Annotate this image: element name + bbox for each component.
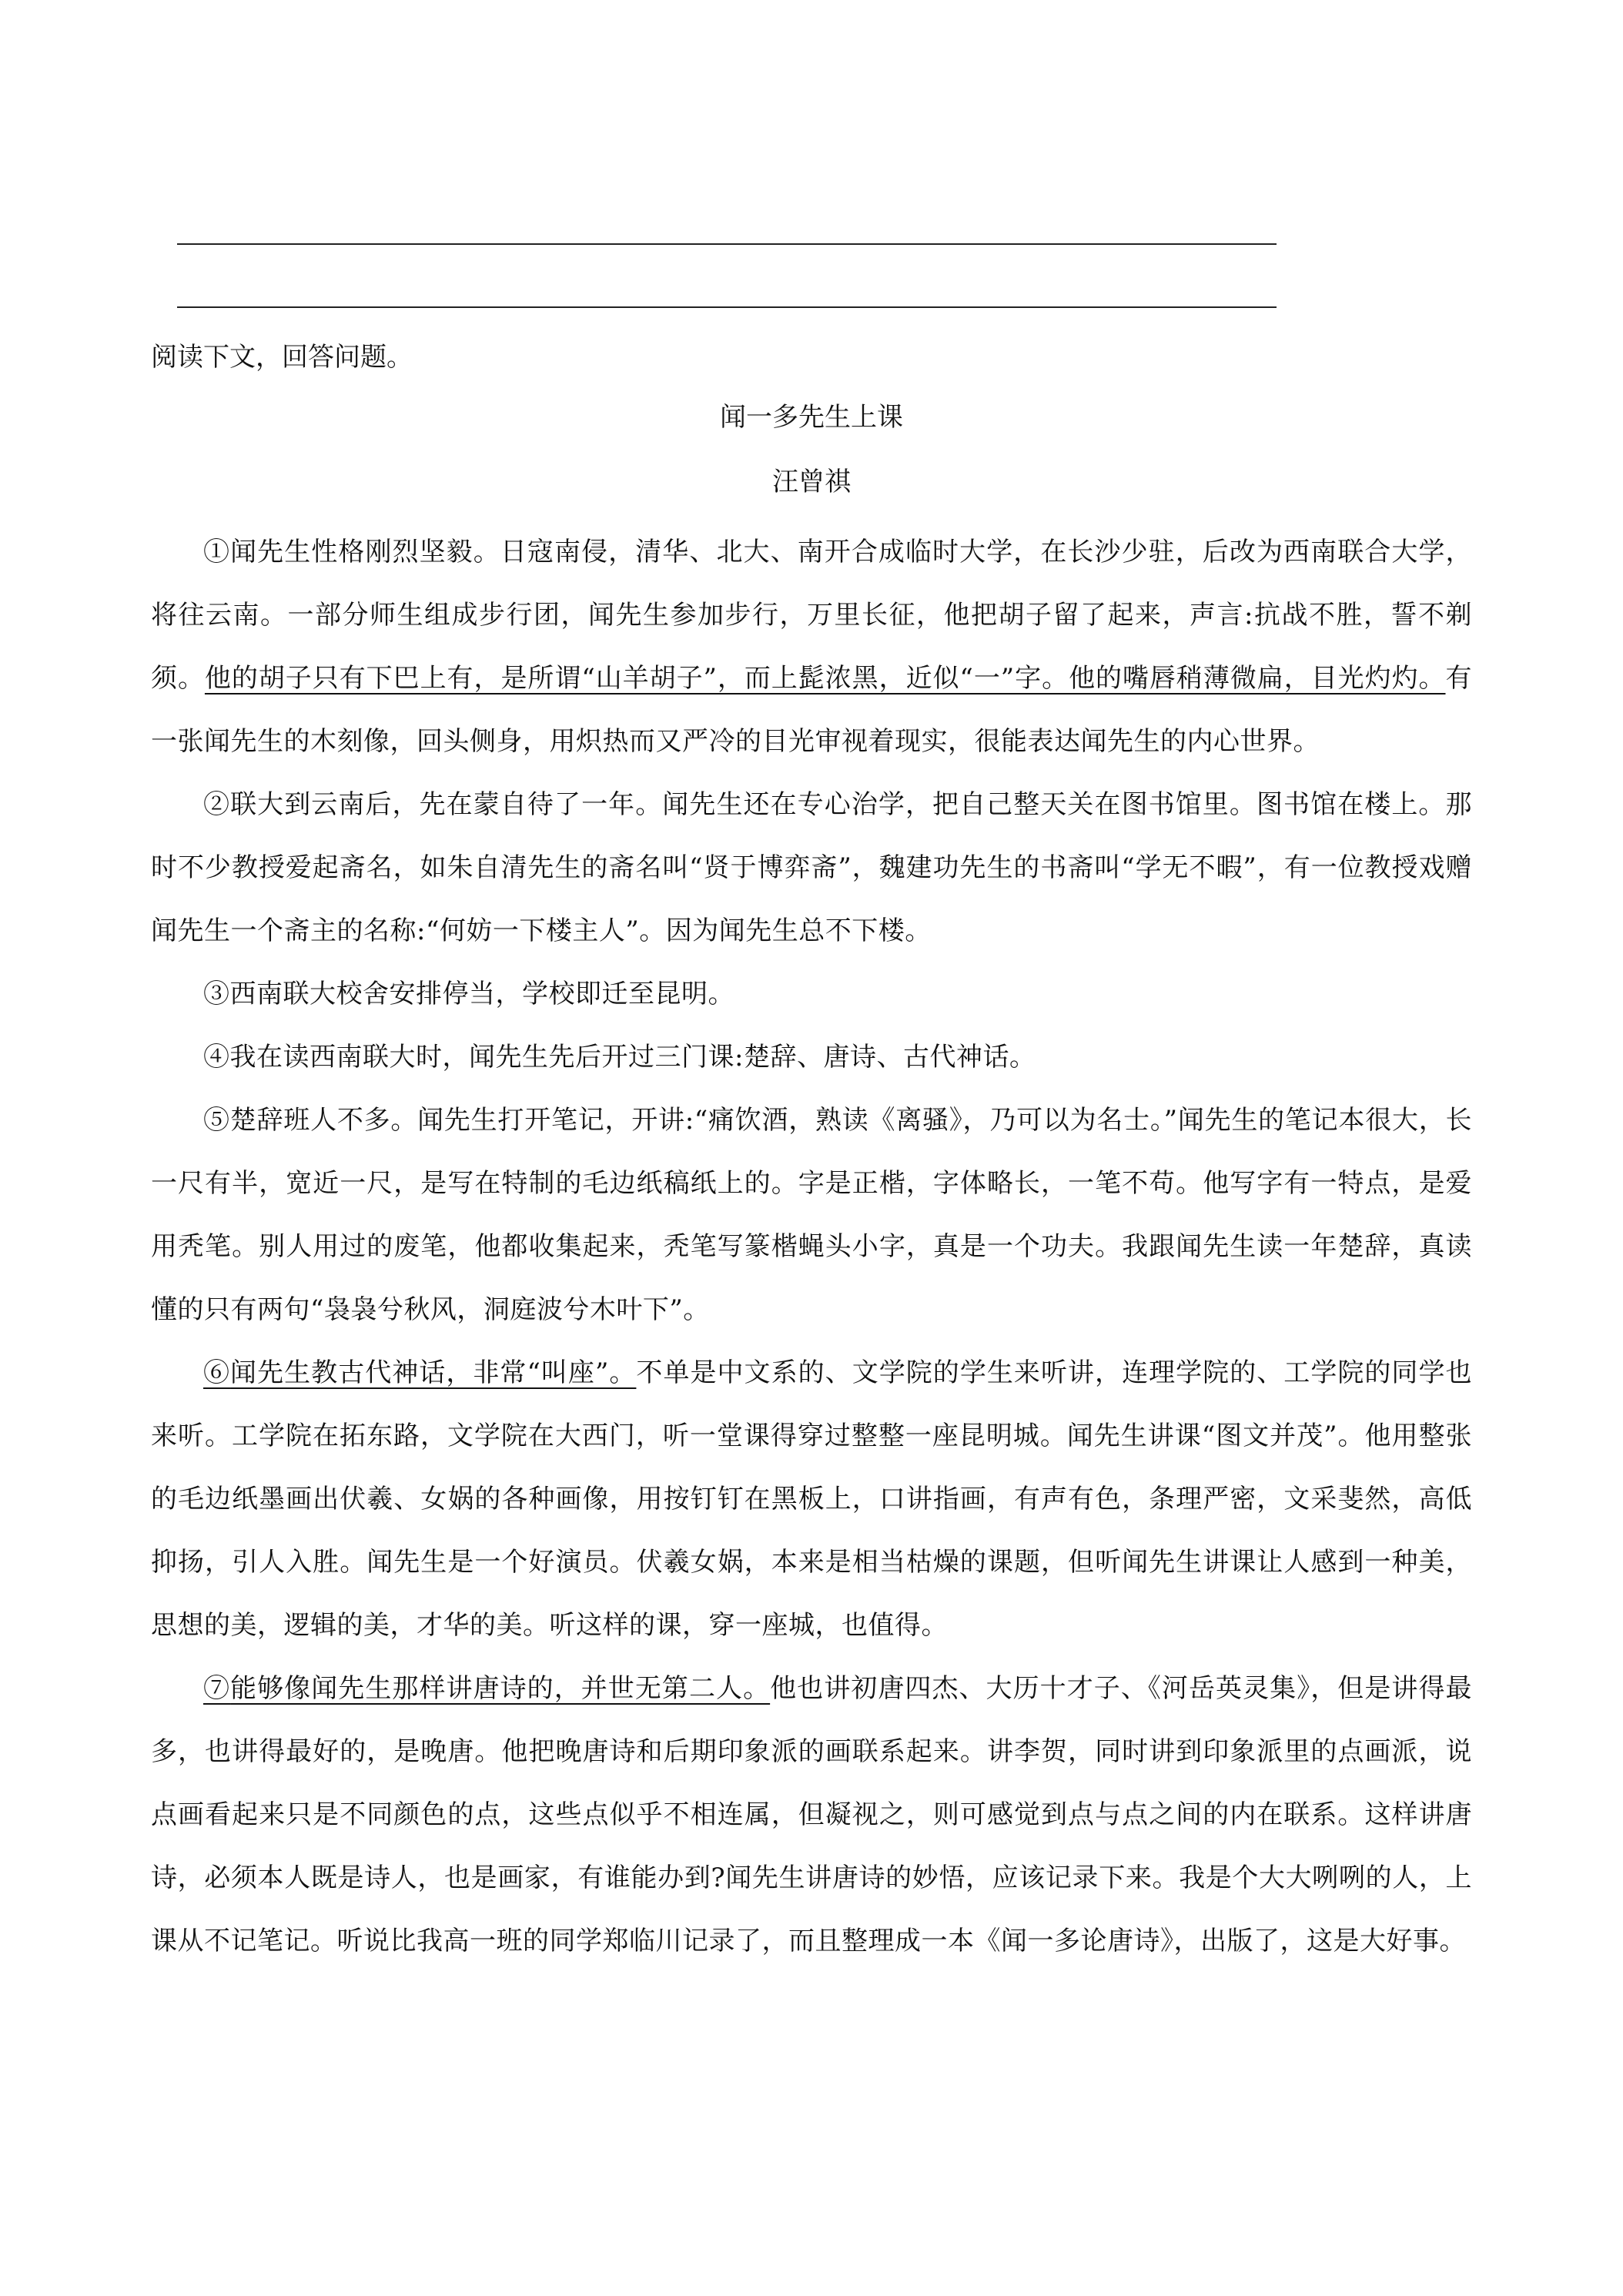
underlined-sentence-6: ⑥闻先生教古代神话，非常“叫座”。 (203, 1357, 637, 1388)
paragraph-4: ④我在读西南联大时，闻先生先后开过三门课:楚辞、唐诗、古代神话。 (203, 1042, 1036, 1073)
answer-line-1 (177, 243, 1277, 245)
answer-line-2 (177, 306, 1277, 308)
paragraph-3: ③西南联大校舍安排停当，学校即迁至昆明。 (203, 979, 735, 1009)
underlined-sentence-1: 他的胡子只有下巴上有，是所谓“山羊胡子”，而上髭浓黑，近似“一”字。他的嘴唇稍薄微扁，目光灼灼。 (204, 663, 1446, 694)
paragraph-1: ①闻先生性格刚烈坚毅。日寇南侵，清华、北大、南开合成临时大学，在长沙少驻，后改为西南联合大学，将往云南。一部分师生组成步行团，闻先生参加步行，万里长征，他把胡子留了起来，声言:抗战不胜，誓不剃须。他的胡子只有下巴上有，是所谓“山羊胡子”，而上髭浓黑，近似“一”字。他的嘴唇稍薄微扁，目光灼灼。有一张闻先生的木刻像，回头侧身，用炽热而又严冷的目光审视着现实，很能表达闻先生的内心世界。 (151, 537, 1472, 757)
paragraph-2: ②联大到云南后，先在蒙自待了一年。闻先生还在专心治学，把自己整天关在图书馆里。图书馆在楼上。那时不少教授爱起斋名，如朱自清先生的斋名叫“贤于博弈斋”，魏建功先生的书斋叫“学无不暇”，有一位教授戏赠闻先生一个斋主的名称:“何妨一下楼主人”。因为闻先生总不下楼。 (151, 789, 1472, 946)
paragraph-5: ⑤楚辞班人不多。闻先生打开笔记，开讲:“痛饮酒，熟读《离骚》，乃可以为名士。”闻先生的笔记本很大，长一尺有半，宽近一尺，是写在特制的毛边纸稿纸上的。字是正楷，字体略长，一笔不苟。他写字有一特点，是爱用秃笔。别人用过的废笔，他都收集起来，秃笔写篆楷蝇头小字，真是一个功夫。我跟闻先生读一年楚辞，真读懂的只有两句“袅袅兮秋风，洞庭波兮木叶下”。 (151, 1105, 1472, 1325)
article-title: 闻一多先生上课 (720, 402, 903, 433)
paragraph-7: ⑦能够像闻先生那样讲唐诗的，并世无第二人。他也讲初唐四杰、大历十才子、《河岳英灵集》，但是讲得最多，也讲得最好的，是晚唐。他把晚唐诗和后期印象派的画联系起来。讲李贺，同时讲到印象派里的点画派，说点画看起来只是不同颜色的点，这些点似乎不相连属，但凝视之，则可感觉到点与点之间的内在联系。这样讲唐诗，必须本人既是诗人，也是画家，有谁能办到?闻先生讲唐诗的妙悟，应该记录下来。我是个大大咧咧的人，上课从不记笔记。听说比我高一班的同学郑临川记录了，而且整理成一本《闻一多论唐诗》，出版了，这是大好事。 (151, 1673, 1473, 1956)
article-body (151, 520, 1472, 1973)
paragraph-6: ⑥闻先生教古代神话，非常“叫座”。不单是中文系的、文学院的学生来听讲，连理学院的、工学院的同学也来听。工学院在拓东路，文学院在大西门，听一堂课得穿过整整一座昆明城。闻先生讲课“图文并茂”。他用整张的毛边纸墨画出伏羲、女娲的各种画像，用按钉钉在黑板上，口讲指画，有声有色，条理严密，文采斐然，高低抑扬，引人入胜。闻先生是一个好演员。伏羲女娲，本来是相当枯燥的课题，但听闻先生讲课让人感到一种美，思想的美，逻辑的美，才华的美。听这样的课，穿一座城，也值得。 (151, 1357, 1473, 1641)
underlined-sentence-7: ⑦能够像闻先生那样讲唐诗的，并世无第二人。 (203, 1673, 771, 1704)
article-author: 汪曾祺 (772, 467, 851, 497)
instruction-text: 阅读下文，回答问题。 (151, 342, 413, 373)
